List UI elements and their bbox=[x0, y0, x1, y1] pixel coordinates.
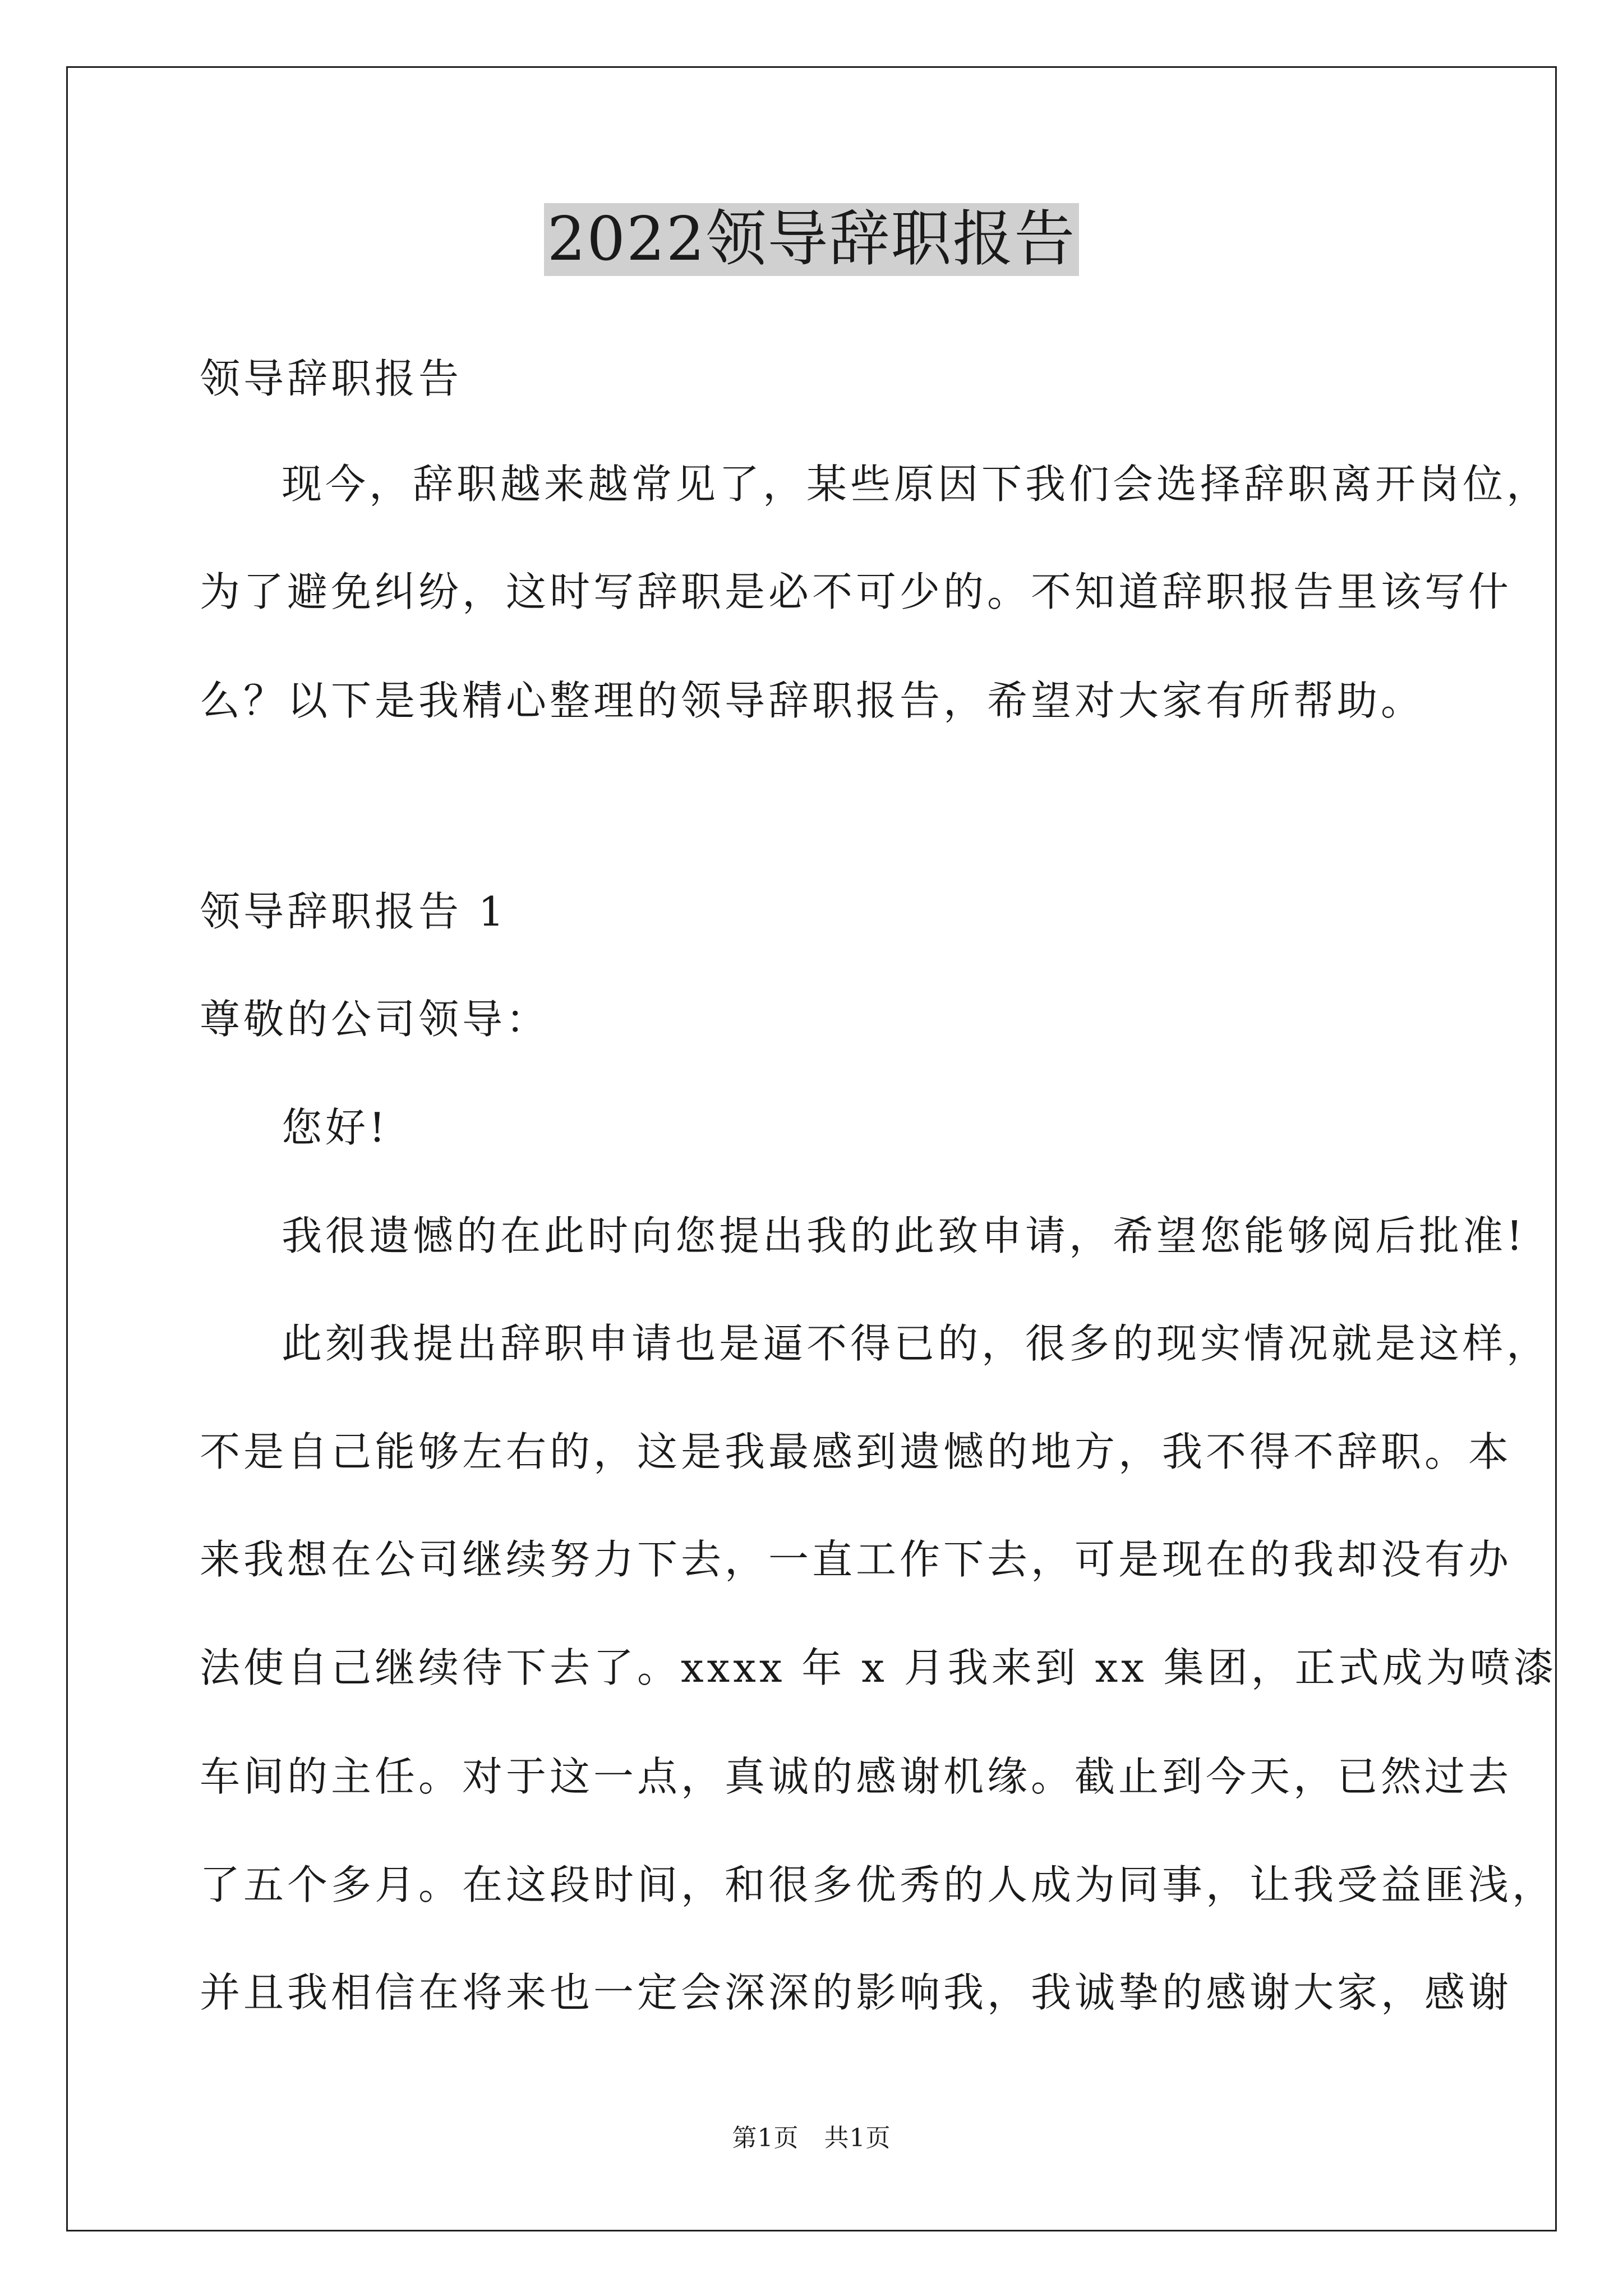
paragraph-2-line-2: 不是自己能够左右的，这是我最感到遗憾的地方，我不得不辞职。本 bbox=[200, 1428, 1513, 1475]
salutation: 尊敬的公司领导： bbox=[200, 996, 550, 1043]
paragraph-2-line-6: 了五个多月。在这段时间，和很多优秀的人成为同事，让我受益匪浅， bbox=[200, 1861, 1556, 1908]
section-title: 领导辞职报告 1 bbox=[200, 888, 508, 935]
page-number: 第1页 共1页 bbox=[732, 2124, 891, 2152]
paragraph-2-line-4: 法使自己继续待下去了。xxxx 年 x 月我来到 xx 集团，正式成为喷漆 bbox=[200, 1644, 1557, 1691]
paragraph-2-line-5: 车间的主任。对于这一点，真诚的感谢机缘。截止到今天，已然过去 bbox=[200, 1753, 1513, 1800]
page-footer bbox=[0, 2118, 1623, 2154]
document-title: 2022领导辞职报告 bbox=[544, 203, 1080, 276]
paragraph-2-line-3: 来我想在公司继续努力下去，一直工作下去，可是现在的我却没有办 bbox=[200, 1536, 1513, 1583]
heading: 领导辞职报告 bbox=[200, 355, 463, 402]
paragraph-2-line-7: 并且我相信在将来也一定会深深的影响我，我诚挚的感谢大家，感谢 bbox=[200, 1969, 1513, 2016]
paragraph-1: 我很遗憾的在此时向您提出我的此致申请，希望您能够阅后批准! bbox=[282, 1212, 1526, 1259]
title-container bbox=[0, 203, 1623, 276]
intro-line-3: 么？以下是我精心整理的领导辞职报告，希望对大家有所帮助。 bbox=[200, 677, 1425, 724]
intro-line-2: 为了避免纠纷，这时写辞职是必不可少的。不知道辞职报告里该写什 bbox=[200, 568, 1513, 615]
intro-line-1: 现今，辞职越来越常见了，某些原因下我们会选择辞职离开岗位， bbox=[282, 461, 1551, 508]
greeting: 您好! bbox=[282, 1104, 389, 1151]
paragraph-2-line-1: 此刻我提出辞职申请也是逼不得已的，很多的现实情况就是这样， bbox=[282, 1320, 1551, 1367]
